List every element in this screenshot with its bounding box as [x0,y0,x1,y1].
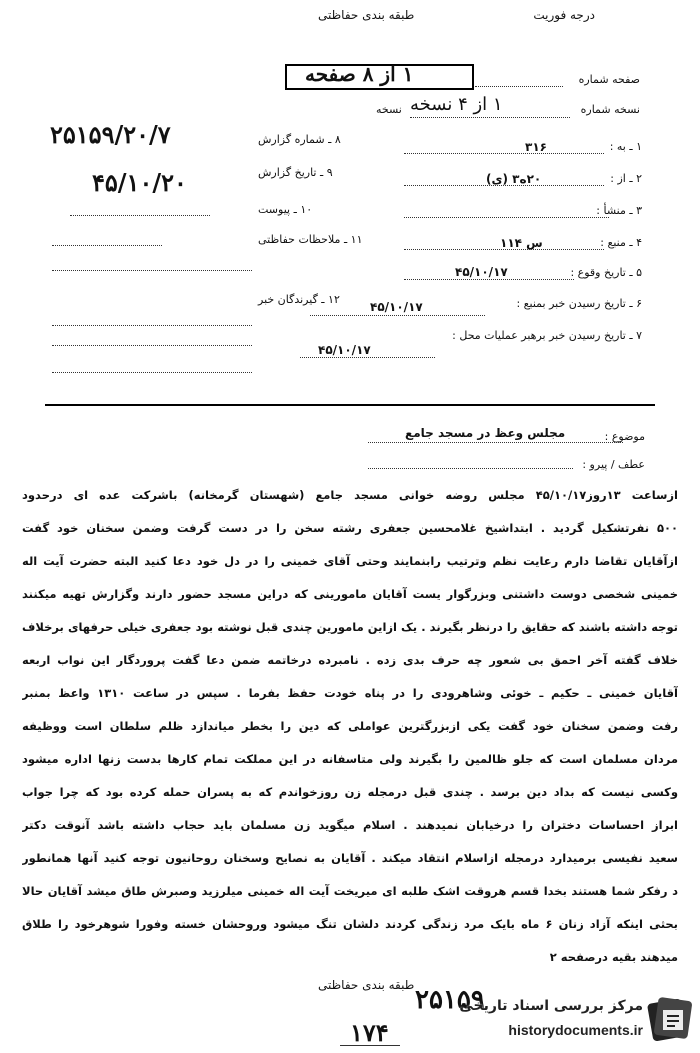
body-line: ازآقایان تقاضا دارم رعایت نظم وترتیب رابنمایند وحتی آقای خمینی را در دل خود دعا کنید البته حضرت آیت اله [22,554,678,568]
field-origin-label: ۳ ـ منشأ : [596,204,642,217]
body-line: آقایان خمینی ـ حکیم ـ خوئی وشاهرودی را در پناه خودت حفظ بفرما . سپس در ساعت ۱۳۱۰ واعظ بمنبر [22,686,678,700]
header-divider [45,404,655,406]
field-source-receipt-date-label: ۶ ـ تاریخ رسیدن خبر بمنبع : [516,297,642,310]
field-from-label: ۲ ـ از : [610,172,642,185]
field-security-notes-dots-2 [52,270,252,271]
reference-dots [368,468,573,469]
field-report-date-value: ۴۵/۱۰/۲۰ [92,168,187,197]
subject-label: موضوع : [604,430,645,443]
copy-number-dots [410,117,570,118]
page-number-dots [475,86,563,87]
field-source-value: س ۱۱۴ [500,236,543,250]
copy-word: نسخه [376,103,402,116]
continued-note: میدهند بقیه درصفحه ۲ [549,950,678,964]
field-leader-receipt-date-label: ۷ ـ تاریخ رسیدن خبر برهبر عملیات محل : [452,329,642,342]
body-line: خلاف گفته آخر احمق بی شعور چه حرف بدی زده . نامبرده درخاتمه ضمن دعا گفت پروردگار این نواب اربعه [22,653,678,667]
field-occurrence-date-label: ۵ ـ تاریخ وقوع : [570,266,642,279]
page-mark: ۱۷۴ [350,1018,389,1047]
watermark-url: historydocuments.ir [508,1022,643,1038]
field-source-dots [404,249,604,250]
classification-label-top: طبقه بندی حفاظتی [318,8,415,22]
field-attachment-dots [70,215,210,216]
body-line: مردان مسلمان است که جلو ظالمین را بگیرند ولی متاسفانه در این مملکت تمام کارها بدست زنها اداره میشود [22,752,678,766]
subject-value: مجلس وعظ در مسجد جامع [405,426,566,440]
body-line: توجه داشته باشند که حقایق را درنظر بگیرند . یک ازاین مامورین چندی قبل نوشته بود جعفری خیلی حرفهای برخلاف [22,620,678,634]
field-recipients-dots-3 [52,372,252,373]
body-line: ۵۰۰ نفرتشکیل گردید . ابتداشیخ غلامحسین جعفری رشته سخن را در دست گرفت وضمن سخنان خود گفت [22,521,678,535]
footer-handwritten-number: ۲۵۱۵۹ [415,985,485,1015]
field-occurrence-date-dots [404,279,574,280]
field-from-dots [404,185,604,186]
field-to-value: ۳۱۶ [525,140,547,154]
page-number-label: صفحه شماره [578,73,640,86]
field-to-label: ۱ ـ به : [609,140,642,153]
field-leader-receipt-date-dots [300,357,435,358]
field-recipients-dots [52,325,252,326]
field-report-number-value: ۲۵۱۵۹/۲۰/۷ [50,120,171,149]
reference-label: عطف / پیرو : [582,458,645,471]
page-mark-underline [340,1045,400,1046]
field-origin-dots [404,217,609,218]
field-report-number-label: ۸ ـ شماره گزارش [258,133,341,146]
body-line: ازساعت ۱۳روز۴۵/۱۰/۱۷ مجلس روضه خوانی مسجد جامع (شهستان گرمخانه) باشرکت عده ای درحدود [22,488,678,502]
field-source-receipt-date-dots [310,315,485,316]
field-attachment-label: ۱۰ ـ پیوست [258,203,313,216]
body-line: وکسی نیست که بداد دین برسد . چندی قبل درمجله زن روزخواندم که به پسران حمله کرده بود که چرا جواب [22,785,678,799]
body-line: ابراز احساسات دختران را درخیابان نمیدهند . اسلام میگوید زن مسلمان باید حجاب داشته باشد آنوقت دکتر [22,818,678,832]
page-stamp-text: ۱ از ۸ صفحه [305,62,414,86]
page-stamp [285,64,474,90]
watermark [459,990,695,1048]
watermark-logo-icon [647,996,693,1042]
field-recipients-label: ۱۲ ـ گیرندگان خبر [258,293,340,306]
copy-number-value: ۱ از ۴ نسخه [410,94,503,115]
watermark-title: مرکز بررسی اسناد تاریخی [459,998,643,1014]
subject-dots [368,442,623,443]
field-report-date-label: ۹ ـ تاریخ گزارش [258,166,333,179]
field-leader-receipt-date-value: ۴۵/۱۰/۱۷ [318,343,371,357]
copy-number-label: نسخه شماره [580,103,640,116]
body-line: سعید نفیسی برمیدارد درمجله ازاسلام انتقاد میکند . آقایان به نصایح وسخنان روحانیون توجه کنید آنها همانطور [22,851,678,865]
classification-label-bottom: طبقه بندی حفاظتی [318,978,415,992]
field-from-value: ۲۰ه۳ (ی) [486,172,542,186]
field-recipients-dots-2 [52,345,252,346]
body-line: رفت وضمن سخنان خود گفت یکی ازبزرگترین عواملی که دین را بخطر میاندازد ظلم سلطان است ووظیفه [22,719,678,733]
field-occurrence-date-value: ۴۵/۱۰/۱۷ [455,265,508,279]
field-security-notes-label: ۱۱ ـ ملاحظات حفاظتی [258,233,363,246]
field-security-notes-dots [52,245,162,246]
field-source-label: ۴ ـ منبع : [600,236,642,249]
body-line: خمینی شخصی دوست داشتنی وبزرگوار یست آقایان مامورینی که دراین مسجد حضور دارند وگزارش تهیه میکنند [22,587,678,601]
body-line: بحثی اینکه آزاد زنان ۶ ماه بایک مرد زندگی کردند دلشان تنگ میشود وروحشان خسته وفورا شوهرخود را طلاق [22,917,678,931]
field-to-dots [404,153,604,154]
field-source-receipt-date-value: ۴۵/۱۰/۱۷ [370,300,423,314]
priority-label: درجه فوریت [533,8,595,22]
body-line: د رفکر شما هستند بخدا قسم هروقت اشک طلبه ای میریخت آیت اله خمینی میلرزید وصبرش طاق میشد آقایان حالا [22,884,678,898]
